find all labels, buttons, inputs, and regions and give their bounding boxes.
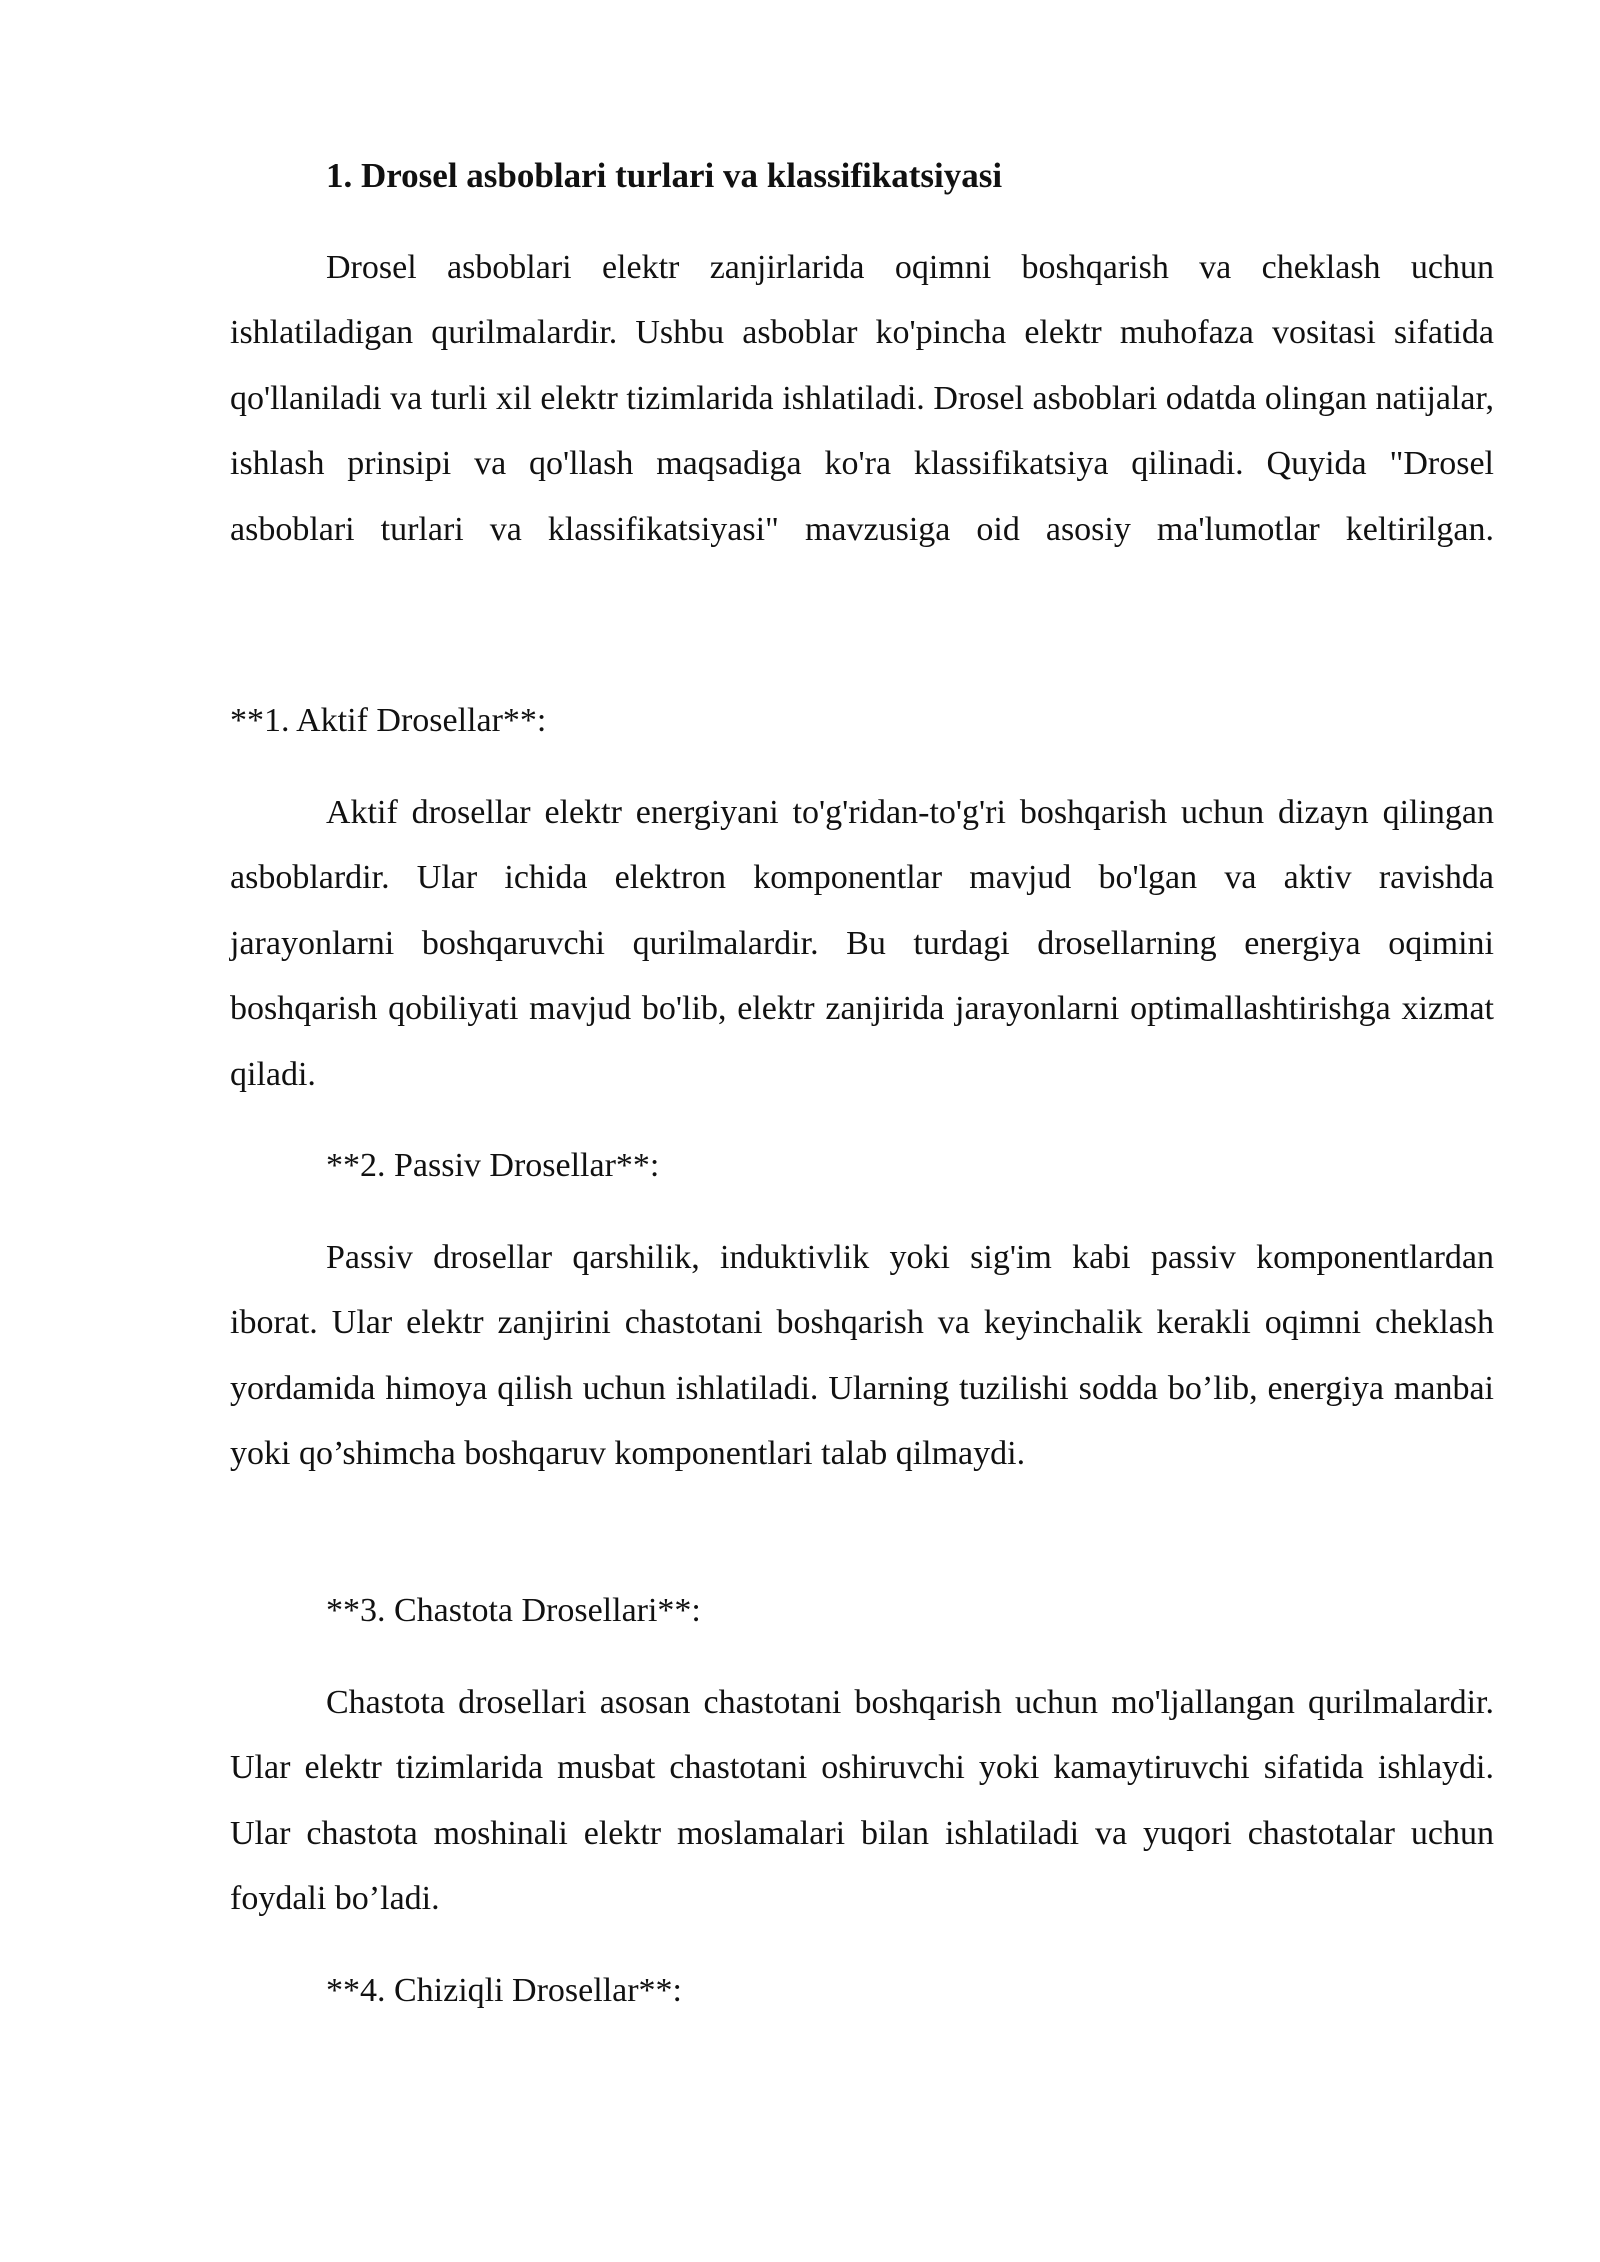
paragraph-passiv-drosellar: Passiv drosellar qarshilik, induktivlik yoki sig'im kabi passiv komponentlardan iborat. Ular elektr zanjirini chastotani boshqarish va keyinchalik kerakli oqimni cheklash yordamida himoya qilish uchun ishlatiladi. Ularning tuzilishi sodda bo’lib, energiya manbai yoki qo’shimcha boshqaruv komponentlari talab qilmaydi. bbox=[230, 1239, 1494, 1473]
section-heading: 1. Drosel asboblari turlari va klassifikatsiyasi bbox=[326, 156, 1003, 195]
subheading-passiv-drosellar: **2. Passiv Drosellar**: bbox=[326, 1147, 660, 1184]
subheading-chiziqli-drosellar: **4. Chiziqli Drosellar**: bbox=[326, 1972, 683, 2009]
subheading-chastota-drosellari: **3. Chastota Drosellari**: bbox=[326, 1592, 701, 1629]
subheading-aktif-drosellar: **1. Aktif Drosellar**: bbox=[230, 702, 547, 739]
paragraph-chastota-drosellari: Chastota drosellari asosan chastotani boshqarish uchun mo'ljallangan qurilmalardir. Ular elektr tizimlarida musbat chastotani oshiruvchi yoki kamaytiruvchi sifatida ishlaydi. Ular chastota moshinali elektr moslamalari bilan ishlatiladi va yuqori chastotalar uchun foydali bo’ladi. bbox=[230, 1684, 1494, 1918]
paragraph-aktif-drosellar: Aktif drosellar elektr energiyani to'g'ridan-to'g'ri boshqarish uchun dizayn qilingan asboblardir. Ular ichida elektron komponentlar mavjud bo'lgan va aktiv ravishda jarayonlarni boshqaruvchi qurilmalardir. Bu turdagi drosellarning energiya oqimini boshqarish qobiliyati mavjud bo'lib, elektr zanjirida jarayonlarni optimallashtirishga xizmat qiladi. bbox=[230, 794, 1494, 1093]
intro-paragraph: Drosel asboblari elektr zanjirlarida oqimni boshqarish va cheklash uchun ishlatiladigan qurilmalardir. Ushbu asboblar ko'pincha elektr muhofaza vositasi sifatida qo'llaniladi va turli xil elektr tizimlarida ishlatiladi. Drosel asboblari odatda olingan natijalar, ishlash prinsipi va qo'llash maqsadiga ko'ra klassifikatsiya qilinadi. Quyida "Drosel asboblari turlari va klassifikatsiyasi" mavzusiga oid asosiy ma'lumotlar keltirilgan. bbox=[230, 249, 1494, 548]
